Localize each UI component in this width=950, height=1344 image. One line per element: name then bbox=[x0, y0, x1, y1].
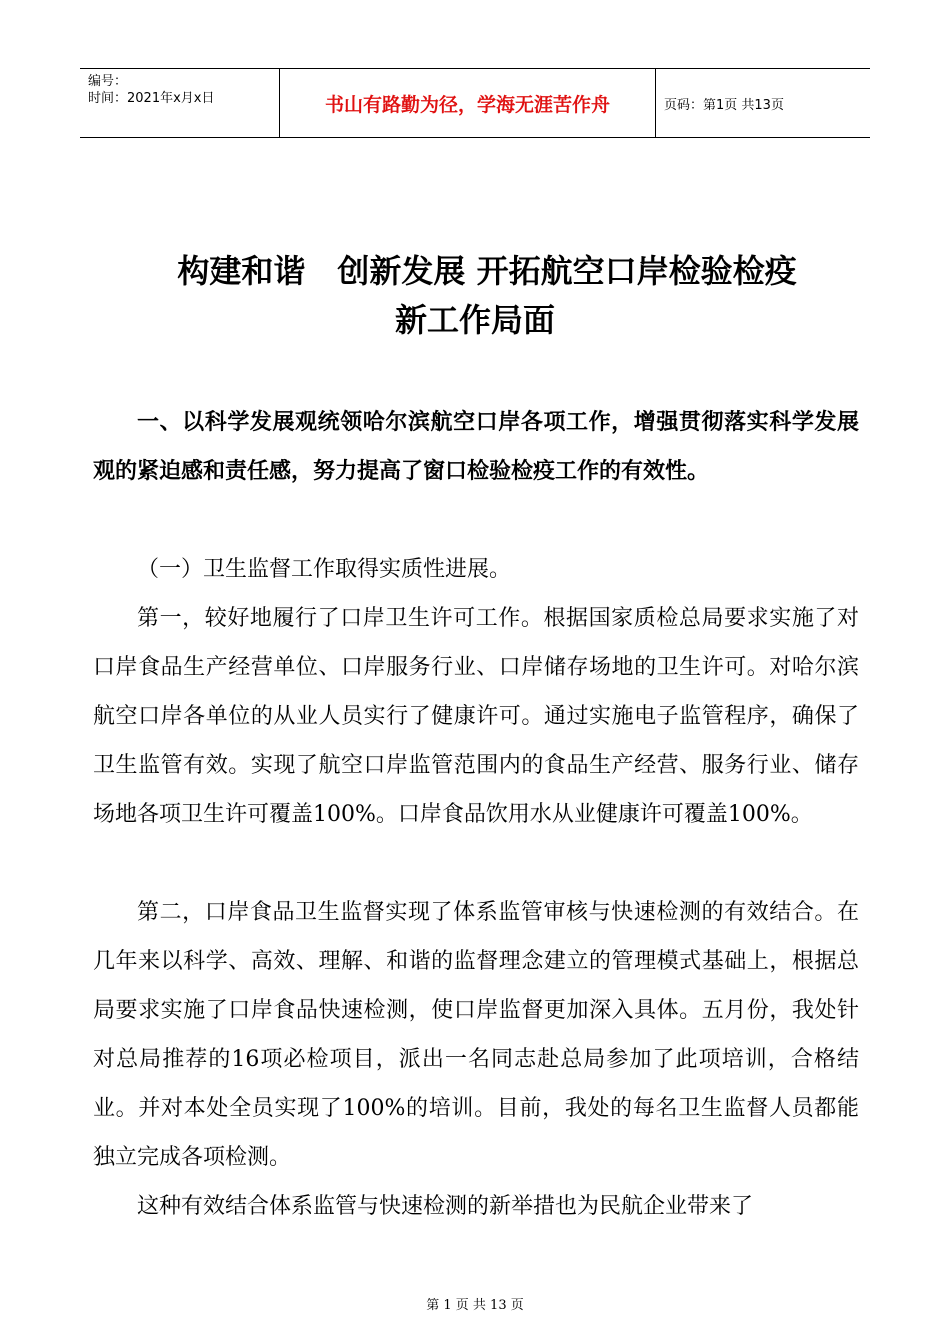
time-label: 时间：2021年x月x日 bbox=[88, 91, 215, 106]
paragraph-3: 这种有效结合体系监管与快速检测的新举措也为民航企业带来了 bbox=[137, 1194, 754, 1219]
document-title-line2: 新工作局面 bbox=[394, 301, 555, 339]
paragraph-1: 第一，较好地履行了口岸卫生许可工作。根据国家质检总局要求实施了对口岸食品生产经营单位、口岸服务行业、口岸储存场地的卫生许可。对哈尔滨航空口岸各单位的从业人员实行了健康许可。通过实施电子监管程序，确保了卫生监管有效。实现了航空口岸监管范围内的食品生产经营、服务行业、储存场地各项卫生许可覆盖100%。口岸食品饮用水从业健康许可覆盖100%。 bbox=[93, 606, 859, 827]
header-motto: 书山有路勤为径，学海无涯苦作舟 bbox=[280, 69, 656, 137]
page-footer: 第 1 页 共 13 页 bbox=[426, 1298, 524, 1313]
number-label: 编号： bbox=[88, 74, 128, 89]
paragraph-2: 第二，口岸食品卫生监督实现了体系监管审核与快速检测的有效结合。在几年来以科学、高效、理解、和谐的监督理念建立的管理模式基础上，根据总局要求实施了口岸食品快速检测，使口岸监督更加深入具体。五月份，我处针对总局推荐的16项必检项目，派出一名同志赴总局参加了此项培训，合格结业。并对本处全员实现了100%的培训。目前，我处的每名卫生监督人员都能独立完成各项检测。 bbox=[93, 900, 859, 1170]
header-page-label: 页码：第1页 共13页 bbox=[664, 97, 784, 113]
header-info-cell bbox=[80, 69, 280, 137]
subsection-heading: （一）卫生监督工作取得实质性进展。 bbox=[137, 557, 512, 582]
section-heading: 一、以科学发展观统领哈尔滨航空口岸各项工作，增强贯彻落实科学发展观的紧迫感和责任感，努力提高了窗口检验检疫工作的有效性。 bbox=[93, 410, 859, 484]
page-header bbox=[80, 68, 870, 138]
document-title-line1: 构建和谐 创新发展 开拓航空口岸检验检疫 bbox=[177, 252, 797, 290]
